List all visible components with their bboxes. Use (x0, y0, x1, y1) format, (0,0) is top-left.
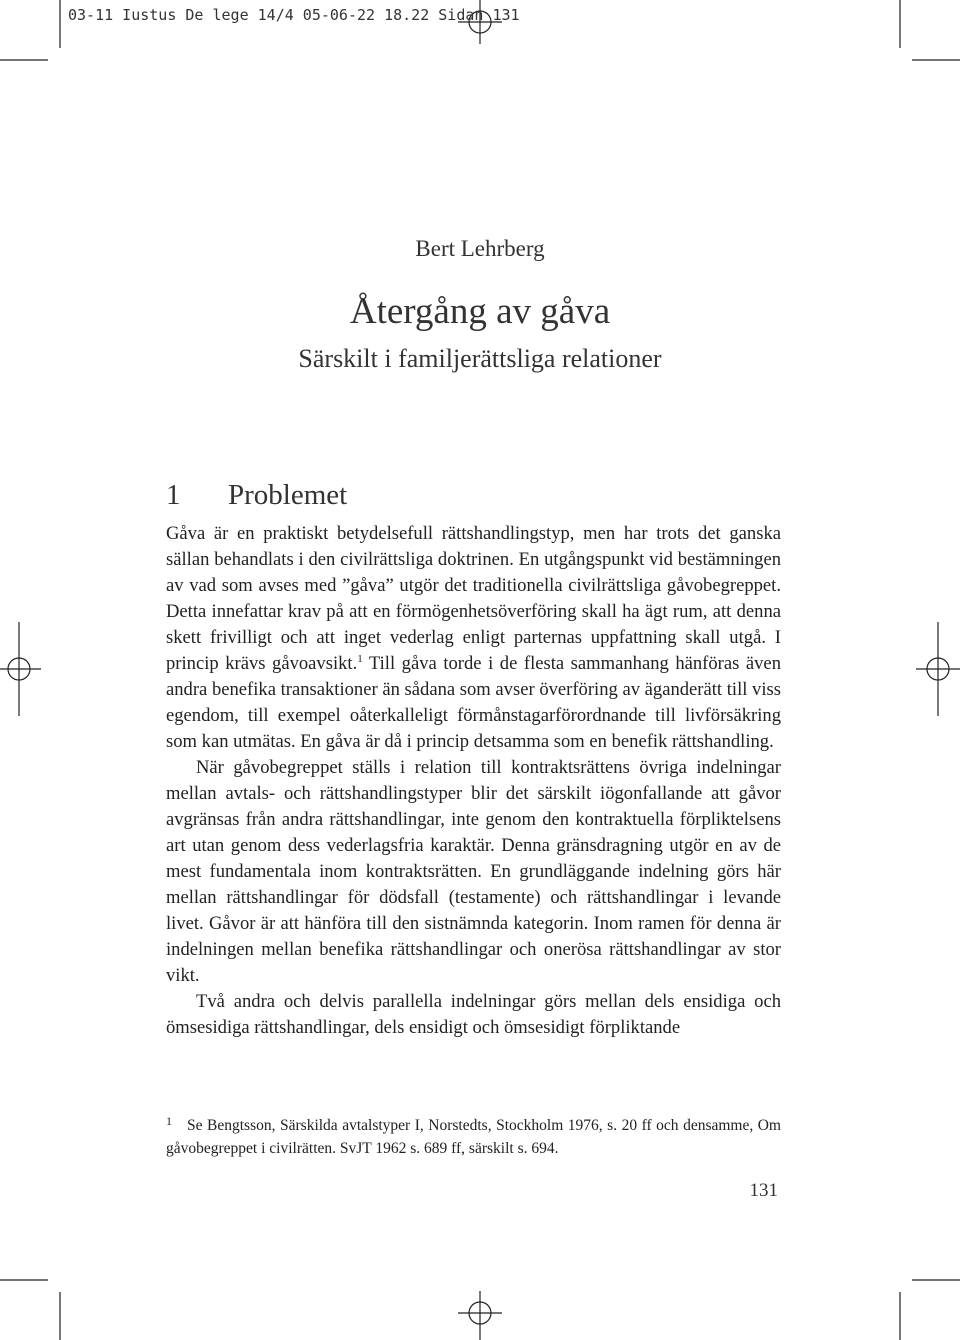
article-subtitle: Särskilt i familjerättsliga relationer (298, 344, 662, 373)
section-heading (166, 479, 347, 512)
paragraph-1-part-a: Gåva är en praktiskt betydelsefull rättshandlingstyp, men har trots det ganska sällan behandlats i den civilrättsliga doktrinen. En utgångspunkt vid bestämningen av vad som avses med ”gåva” utgör det traditionella civilrättsliga gåvobegreppet. Detta innefattar krav på att en förmögenhetsöverföring skall ha ägt rum, att denna skett frivilligt och att inget vederlag enligt parternas uppfattning skall utgå. I princip krävs gåvoavsikt. (166, 523, 781, 674)
paragraph-2: När gåvobegreppet ställs i relation till kontraktsrättens övriga indelningar mellan avtals- och rättshandlingstyper blir det särskilt iögonfallande att gåvor avgränsas från andra rättshandlingar, inte genom den kontraktuella förpliktelsens art utan genom dess vederlagsfria karaktär. Denna gränsdragning utgör en av de mest fundamentala inom kontraktsrätten. En grundläggande indelning görs här mellan rättshandlingar för dödsfall (testamente) och rättshandlingar i levande livet. Gåvor är att hänföra till den sistnämnda kategorin. Inom ramen för denna är indelningen mellan benefika rättshandlingar och onerösa rättshandlingar av stor vikt. (166, 757, 781, 986)
footnote-reference[interactable]: 1 (357, 653, 363, 665)
section-number: 1 (166, 479, 181, 511)
footnote: 1 Se Bengtsson, Särskilda avtalstyper I, Norstedts, Stockholm 1976, s. 20 ff och densamme, Om gåvobegreppet i civilrätten. SvJT 1962 s. 689 ff, särskilt s. 694. (166, 1114, 781, 1157)
paragraph-3: Två andra och delvis parallella indelningar görs mellan dels ensidiga och ömsesidiga rättshandlingar, dels ensidigt och ömsesidigt förpliktande (166, 991, 781, 1038)
print-slug: 03-11 Iustus De lege 14/4 05-06-22 18.22 Sidan 131 (68, 6, 520, 24)
paragraph-1-part-b: Till gåva torde i de flesta sammanhang hänföras även andra benefika transaktioner än sådana som avser överföring av äganderätt till viss egendom, till exempel oåterkalleligt förmånstagarförordnande till livförsäkring som kan utmätas. En gåva är då i princip detsamma som en benefik rättshandling. (166, 653, 781, 752)
footnote-text: Se Bengtsson, Särskilda avtalstyper I, Norstedts, Stockholm 1976, s. 20 ff och densamme, Om gåvobegreppet i civilrätten. SvJT 1962 s. 689 ff, särskilt s. 694. (166, 1117, 781, 1157)
body-text (166, 521, 781, 1041)
paragraph-1 (166, 521, 781, 755)
page-number: 131 (749, 1180, 778, 1201)
article-title: Återgång av gåva (349, 291, 611, 332)
author-name: Bert Lehrberg (415, 236, 545, 261)
section-title: Problemet (228, 479, 348, 511)
